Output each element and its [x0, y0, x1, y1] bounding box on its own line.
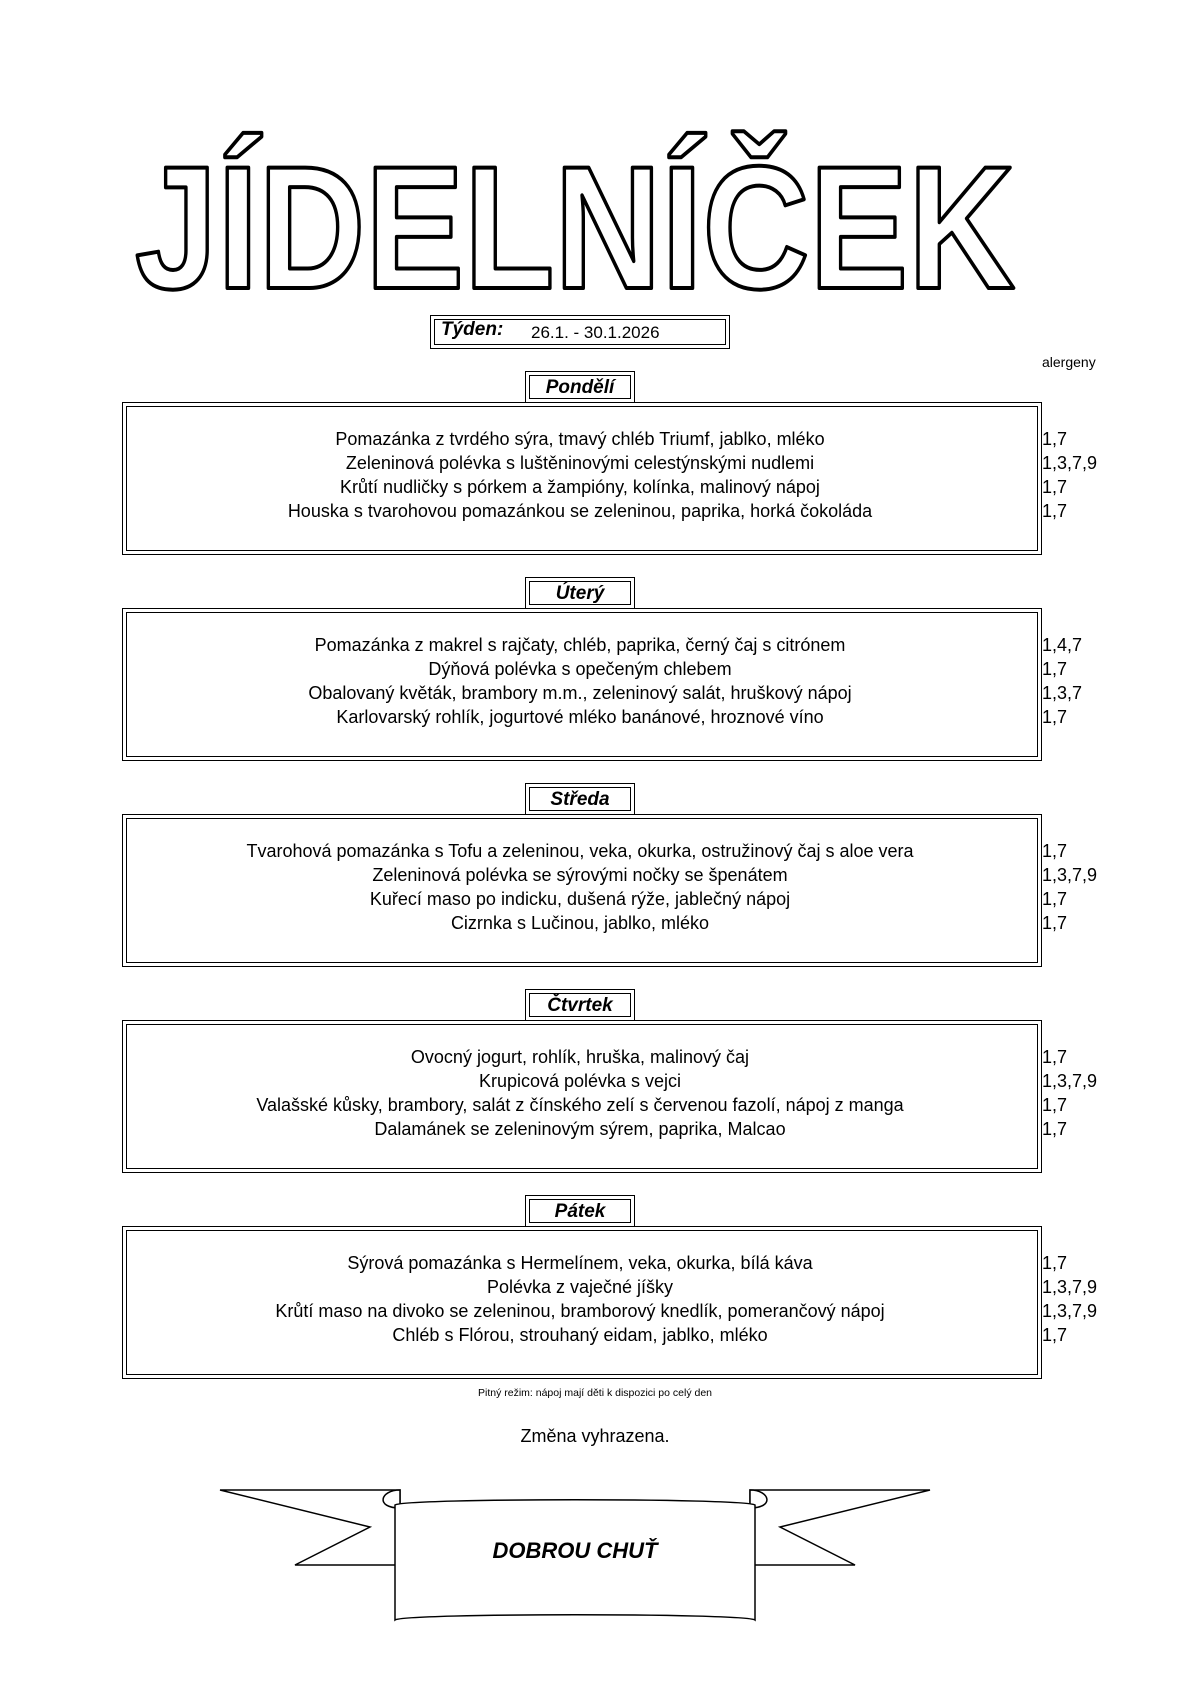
day-label-box — [525, 783, 635, 815]
allergen-codes: 1,7 — [1042, 477, 1068, 497]
page-title — [125, 118, 1025, 318]
page-title-text: JÍDELNÍČEK — [135, 131, 1015, 318]
meal-item: Valašské kůsky, brambory, salát z čínského zelí s červenou fazolí, nápoj z manga — [256, 1095, 904, 1115]
allergen-codes: 1,7 — [1042, 889, 1068, 909]
meal-item: Dýňová polévka s opečeným chlebem — [428, 659, 732, 679]
week-dates: 26.1. - 30.1.2026 — [531, 323, 660, 342]
ribbon-banner — [215, 1480, 935, 1630]
allergen-codes: 1,3,7,9 — [1042, 1071, 1098, 1091]
allergen-codes: 1,7 — [1042, 707, 1068, 727]
allergen-codes: 1,7 — [1042, 841, 1068, 861]
meal-item: Kuřecí maso po indicku, dušená rýže, jablečný nápoj — [369, 889, 791, 909]
day-name: Čtvrtek — [547, 995, 613, 1016]
allergen-codes: 1,3,7,9 — [1042, 453, 1098, 473]
allergen-codes: 1,7 — [1042, 1095, 1068, 1115]
meal-item: Krupicová polévka s vejci — [478, 1071, 682, 1091]
change-note: Změna vyhrazena. — [520, 1426, 670, 1446]
day-name: Pondělí — [545, 377, 615, 398]
meal-item: Polévka z vaječné jíšky — [486, 1277, 674, 1297]
drink-note: Pitný režim: nápoj mají děti k dispozici po celý den — [477, 1387, 713, 1399]
allergen-codes: 1,3,7,9 — [1042, 865, 1098, 885]
allergen-codes: 1,7 — [1042, 1325, 1068, 1345]
meal-item: Dalamánek se zeleninovým sýrem, paprika, Malcao — [374, 1119, 786, 1139]
allergen-codes: 1,3,7,9 — [1042, 1301, 1098, 1321]
page-title-art — [125, 118, 1025, 318]
meal-item: Obalovaný květák, brambory m.m., zeleninový salát, hruškový nápoj — [308, 683, 852, 703]
meal-item: Tvarohová pomazánka s Tofu a zeleninou, veka, okurka, ostružinový čaj s aloe vera — [246, 841, 914, 861]
allergen-codes: 1,7 — [1042, 659, 1068, 679]
meal-item: Houska s tvarohovou pomazánkou se zeleninou, paprika, horká čokoláda — [287, 501, 873, 521]
allergen-codes: 1,4,7 — [1042, 635, 1083, 655]
meal-item: Ovocný jogurt, rohlík, hruška, malinový čaj — [410, 1047, 750, 1067]
day-name: Středa — [550, 789, 610, 810]
meal-item: Zeleninová polévka se sýrovými nočky se špenátem — [372, 865, 788, 885]
day-name: Pátek — [554, 1201, 606, 1222]
meal-item: Zeleninová polévka s luštěninovými celestýnskými nudlemi — [345, 453, 815, 473]
meal-item: Sýrová pomazánka s Hermelínem, veka, okurka, bílá káva — [347, 1253, 813, 1273]
meal-item: Krůtí nudličky s pórkem a žampióny, kolínka, malinový nápoj — [340, 477, 820, 497]
meal-item: Pomazánka z makrel s rajčaty, chléb, paprika, černý čaj s citrónem — [314, 635, 846, 655]
meal-item: Karlovarský rohlík, jogurtové mléko banánové, hroznové víno — [336, 707, 824, 727]
week-box — [430, 315, 730, 349]
allergen-codes: 1,7 — [1042, 1253, 1068, 1273]
allergen-codes: 1,7 — [1042, 913, 1068, 933]
meal-item: Krůtí maso na divoko se zeleninou, bramborový knedlík, pomerančový nápoj — [275, 1301, 885, 1321]
ribbon-text: DOBROU CHUŤ — [492, 1538, 658, 1563]
day-label-box — [525, 371, 635, 403]
allergen-codes: 1,3,7 — [1042, 683, 1083, 703]
day-label-box — [525, 577, 635, 609]
allergen-codes: 1,3,7,9 — [1042, 1277, 1098, 1297]
allergens-header: alergeny — [1042, 354, 1096, 370]
allergen-codes: 1,7 — [1042, 1119, 1068, 1139]
day-label-box — [525, 989, 635, 1021]
allergen-codes: 1,7 — [1042, 501, 1068, 521]
week-label: Týden: — [441, 319, 504, 340]
meal-item: Cizrnka s Lučinou, jablko, mléko — [450, 913, 710, 933]
day-label-box — [525, 1195, 635, 1227]
allergen-codes: 1,7 — [1042, 429, 1068, 449]
meal-item: Pomazánka z tvrdého sýra, tmavý chléb Triumf, jablko, mléko — [335, 429, 825, 449]
day-name: Úterý — [555, 583, 605, 604]
meal-item: Chléb s Flórou, strouhaný eidam, jablko, mléko — [392, 1325, 768, 1345]
allergen-codes: 1,7 — [1042, 1047, 1068, 1067]
